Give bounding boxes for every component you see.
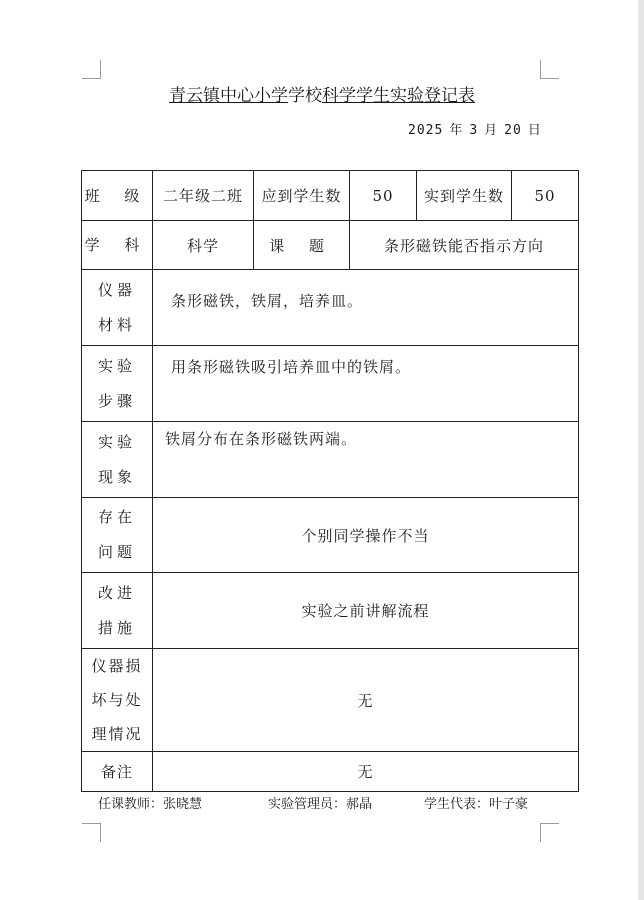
remarks-label: 备注 [82,752,153,792]
crop-mark-bottom-left [82,823,101,842]
problems-label [82,498,153,573]
teacher-signature: 任课教师：张晓慧 [98,797,203,812]
damage-value: 无 [153,649,579,752]
table-row [82,171,579,221]
improvement-label-line2: 措施 [97,618,136,637]
remarks-value: 无 [153,752,579,792]
table-row [82,573,579,649]
page-edge [638,0,644,900]
actual-students-value: 50 [512,171,579,221]
steps-label-line1: 实验 [97,356,136,375]
title-subject: 科学 [322,86,356,106]
table-row [82,221,579,270]
title-school-suffix: 学校 [288,86,322,106]
materials-value: 条形磁铁，铁屑，培养皿。 [153,270,579,346]
steps-label [82,346,153,422]
student-representative-signature: 学生代表：叶子豪 [424,797,529,812]
class-label: 班 级 [82,171,153,221]
subject-value: 科学 [153,221,254,270]
date-day-unit: 日 [527,123,542,138]
table-row [82,346,579,422]
crop-mark-bottom-right [540,823,559,842]
damage-label-line1: 仪器损 [91,657,143,675]
date-year: 2025 [408,123,444,138]
phenomenon-label [82,422,153,498]
phenomenon-label-line1: 实验 [97,432,136,451]
title-suffix: 学生实验登记表 [356,86,475,106]
problems-value: 个别同学操作不当 [153,498,579,573]
problems-label-line1: 存在 [97,508,136,526]
crop-mark-top-left [82,60,101,79]
damage-label-line2: 坏与处 [91,691,143,709]
topic-label: 课 题 [254,221,350,270]
table-row [82,422,579,498]
expected-students-label: 应到学生数 [254,171,350,221]
table-row [82,270,579,346]
materials-label [82,270,153,346]
problems-label-line2: 问题 [97,543,136,561]
phenomenon-value: 铁屑分布在条形磁铁两端。 [153,422,579,498]
improvement-value: 实验之前讲解流程 [153,573,579,649]
record-date [408,119,548,138]
improvement-label [82,573,153,649]
experiment-record-table [81,170,579,792]
steps-value: 用条形磁铁吸引培养皿中的铁屑。 [153,346,579,422]
class-value: 二年级二班 [153,171,254,221]
table-row [82,498,579,573]
actual-students-label: 实到学生数 [417,171,512,221]
subject-label: 学 科 [82,221,153,270]
table-row [82,649,579,752]
steps-label-line2: 步骤 [97,391,136,410]
damage-label [82,649,153,752]
lab-manager-signature: 实验管理员：郝晶 [268,797,373,812]
topic-value: 条形磁铁能否指示方向 [350,221,579,270]
date-month-unit: 月 [484,123,499,138]
expected-students-value: 50 [350,171,417,221]
title-school: 青云镇中心小学 [169,86,288,106]
table-row [82,752,579,792]
date-month: 3 [469,123,479,138]
damage-label-line3: 理情况 [91,725,143,743]
date-day: 20 [504,123,522,138]
date-year-unit: 年 [449,123,464,138]
document-title [0,85,644,107]
materials-label-line1: 仪器 [97,280,136,299]
phenomenon-label-line2: 现象 [97,467,136,486]
improvement-label-line1: 改进 [97,583,136,602]
materials-label-line2: 材料 [97,315,136,334]
crop-mark-top-right [540,60,559,79]
